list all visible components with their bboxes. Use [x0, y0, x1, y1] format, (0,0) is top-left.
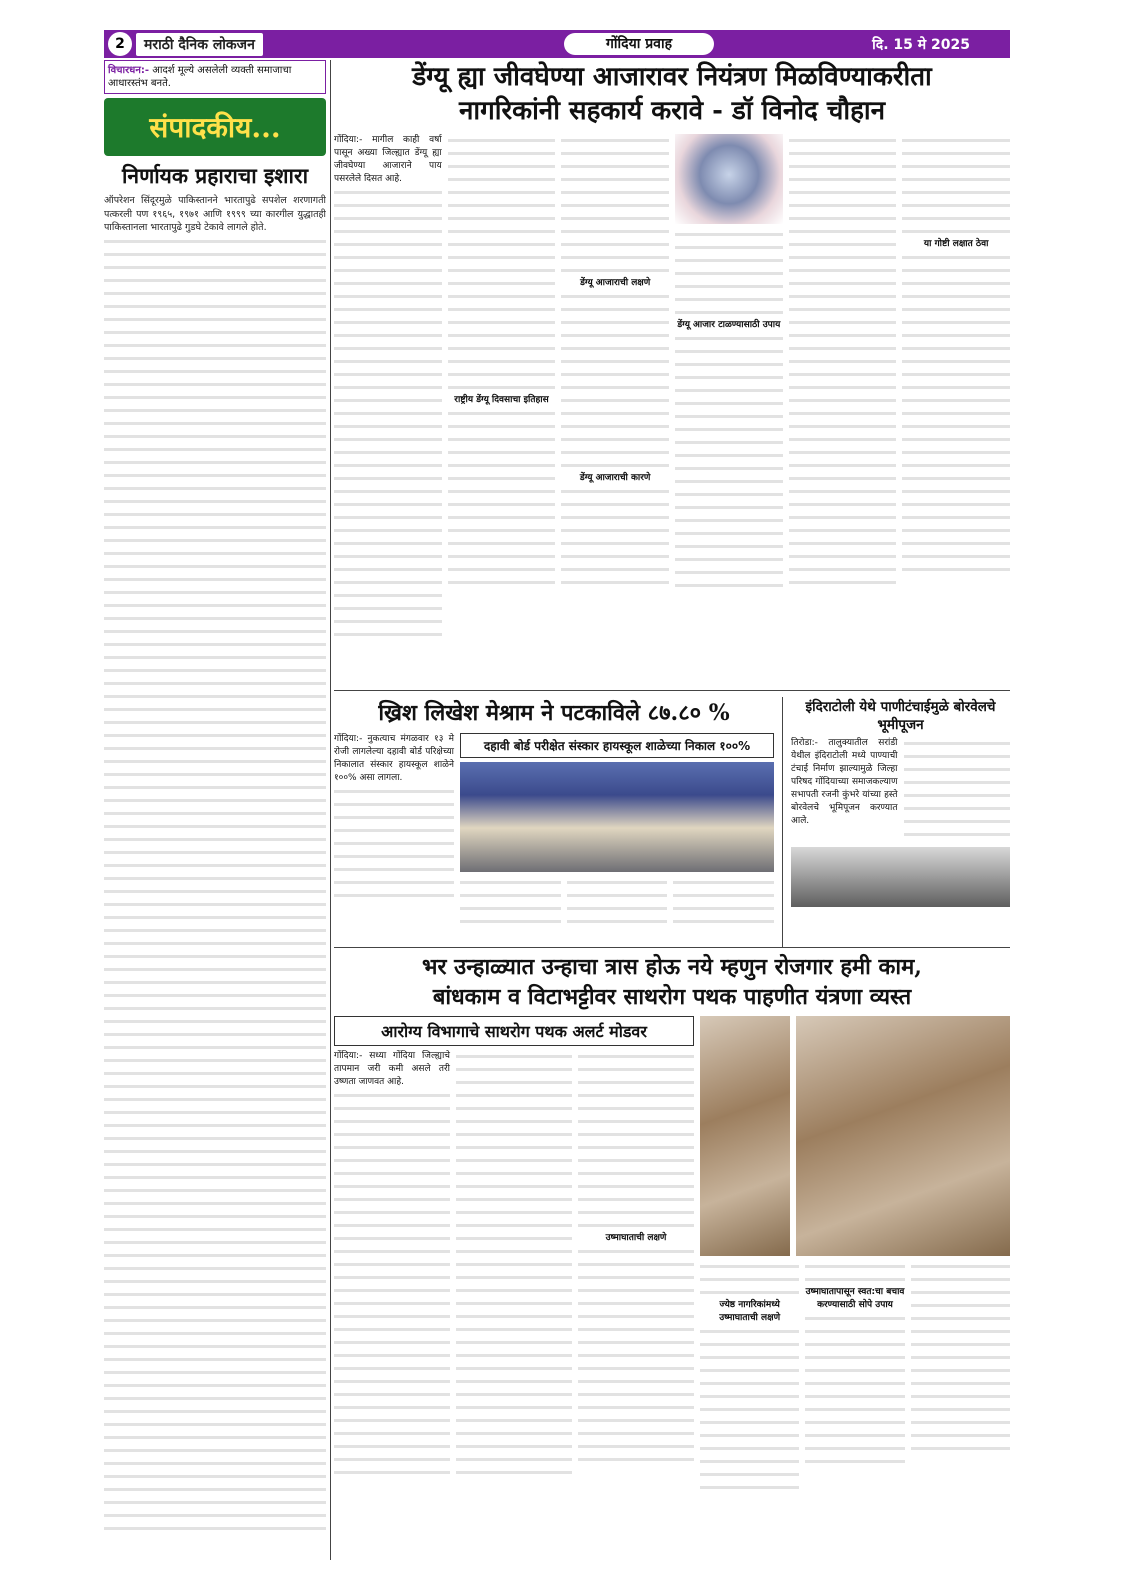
paper-name: मराठी दैनिक लोकजन [136, 33, 263, 56]
dengue-col-2 [448, 134, 556, 686]
borewell-photo [791, 847, 1010, 907]
dengue-subhead-causes: डेंग्यू आजाराची कारणे [579, 473, 651, 483]
school-col-1 [334, 733, 454, 928]
heatwave-subhead-symptoms: उष्माघाताची लक्षणे [605, 1233, 667, 1243]
thought-text: आदर्श मूल्ये असलेली व्यक्ती समाजाचा आधारस्तंभ बनते. [108, 65, 292, 89]
heatwave-subhead: आरोग्य विभागाचे साथरोग पथक अलर्ट मोडवर [334, 1016, 694, 1046]
page-number: 2 [108, 32, 132, 56]
dengue-col-3 [561, 134, 669, 686]
editorial-headline: निर्णायक प्रहाराचा इशारा [121, 163, 309, 188]
dengue-subhead-remember: या गोष्टी लक्षात ठेवा [923, 239, 989, 249]
article-school-result [334, 697, 774, 947]
editorial-column [104, 60, 326, 1560]
dengue-col-5 [789, 134, 897, 686]
dengue-col-6 [902, 134, 1010, 686]
article-dengue-headline-2: नागरिकांनी सहकार्य करावे - डॉ विनोद चौहान [458, 96, 886, 126]
editorial-body [104, 235, 326, 1535]
heatwave-subhead-prevention: उष्माघातापासून स्वत:चा बचाव करण्यासाठी सोपे उपाय [805, 1287, 905, 1310]
dengue-subhead-history: राष्ट्रीय डेंग्यू दिवसाचा इतिहास [454, 395, 549, 405]
heatwave-lead: गोंदिया:- सध्या गोंदिया जिल्ह्याचे तापमान जरी कमी असले तरी उष्णता जाणवत आहे. [334, 1051, 450, 1087]
dengue-lead: गोंदिया:- मागील काही वर्षा पासून अख्या जिल्ह्यात डेंग्यू ह्या जीवघेण्या आजाराने पाय पसरलेले दिसत आहे. [334, 135, 442, 184]
editorial-opening: ऑपरेशन सिंदूरमुळे पाकिस्तानने भारतापुढे सपशेल शरणागती पत्करली पण १९६५, १९७१ आणि १९९९ च्या कारगील युद्धातही पाकिस्तानला भारतापुढे गुडघे टेकावे लागले होते. [104, 195, 326, 233]
dengue-subhead-prevention: डेंग्यू आजार टाळण्यासाठी उपाय [677, 320, 781, 330]
borewell-headline: इंदिराटोली येथे पाणीटंचाईमुळे बोरवेलचे भूमीपूजन [805, 699, 996, 733]
thought-label: विचारधन:- [108, 65, 150, 76]
article-borewell [791, 697, 1010, 947]
heatwave-photo-1 [700, 1016, 790, 1256]
column-divider [330, 60, 331, 1560]
dengue-subhead-symptoms: डेंग्यू आजाराची लक्षणे [580, 278, 651, 288]
heatwave-headline-2: बांधकाम व विटाभट्टीवर साथरोग पथक पाहणीत यंत्रणा व्यस्त [432, 984, 912, 1010]
article-dengue [334, 60, 1010, 686]
dengue-col-1 [334, 134, 442, 686]
article-heatwave [334, 952, 1010, 1494]
school-lead: गोंदिया:- नुकत्याच मंगळवार १३ मे रोजी लागलेल्या दहावी बोर्ड परिक्षेच्या निकालात संस्कार हायस्कूल शाळेने १००% असा लागला. [334, 734, 454, 783]
dengue-col-4 [675, 134, 783, 686]
school-headline: ख्रिश लिखेश मेश्राम ने पटकाविले ८७.८० % [378, 700, 730, 726]
issue-date: दि. 15 मे 2025 [872, 36, 970, 53]
masthead [104, 30, 1010, 58]
school-photo [460, 762, 774, 872]
heatwave-subhead-elderly: ज्येष्ठ नागरिकांमध्ये उष्माघाताची लक्षणे [719, 1300, 781, 1323]
borewell-lead: तिरोडा:- तालुक्यातील सरांडी येथील इंदिराटोली मध्ये पाण्याची टंचाई निर्माण झाल्यामुळे जिल्हा परिषद गोंदियाच्या समाजकल्याण सभापती रजनी कुंभरे यांच्या हस्ते बोरवेलचे भूमिपूजन करण्यात आले. [791, 738, 898, 826]
editorial-banner: संपादकीय... [104, 98, 326, 156]
dengue-photo [675, 134, 783, 224]
section-name: गोंदिया प्रवाह [564, 33, 714, 55]
article-dengue-headline-1: डेंग्यू ह्या जीवघेण्या आजारावर नियंत्रण मिळविण्याकरीता [412, 62, 932, 92]
main-area [334, 60, 1010, 1494]
heatwave-photo-2 [796, 1016, 1010, 1256]
school-subhead: दहावी बोर्ड परीक्षेत संस्कार हायस्कूल शाळेच्या निकाल १००% [460, 733, 774, 758]
thought-box [104, 60, 326, 94]
heatwave-headline-1: भर उन्हाळ्यात उन्हाचा त्रास होऊ नये म्हणुन रोजगार हमी काम, [422, 954, 922, 980]
